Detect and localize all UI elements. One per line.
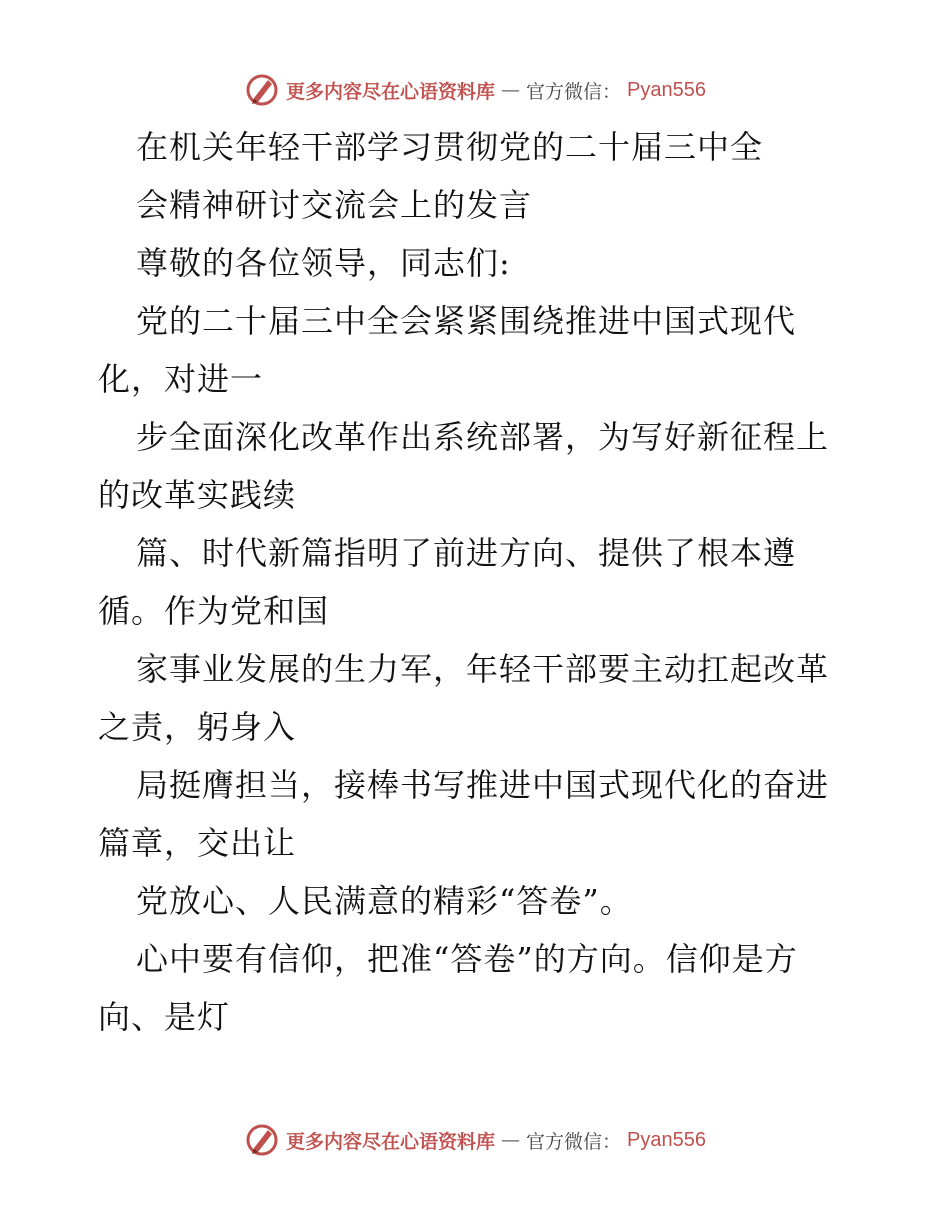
banner-text: 更多内容尽在心语资料库 xyxy=(286,80,496,103)
wechat-label: 官方微信： xyxy=(526,1130,622,1153)
header-banner xyxy=(0,70,950,110)
banner-text: 更多内容尽在心语资料库 xyxy=(286,1130,496,1153)
document-line: 的改革实践续 xyxy=(98,476,297,514)
pen-circle-logo-icon xyxy=(244,1122,280,1158)
document-line: 步全面深化改革作出系统部署，为写好新征程上 xyxy=(136,418,830,456)
document-line: 篇章，交出让 xyxy=(98,824,297,862)
document-line: 循。作为党和国 xyxy=(98,592,330,630)
document-line: 会精神研讨交流会上的发言 xyxy=(136,186,533,224)
document-body xyxy=(98,118,858,1046)
document-line: 之责，躬身入 xyxy=(98,708,297,746)
document-line: 向、是灯 xyxy=(98,998,231,1036)
document-line: 篇、时代新篇指明了前进方向、提供了根本遵 xyxy=(136,534,797,572)
wechat-label: 官方微信： xyxy=(526,80,622,103)
document-line: 在机关年轻干部学习贯彻党的二十届三中全 xyxy=(136,128,764,166)
document-line: 尊敬的各位领导，同志们: xyxy=(136,244,511,282)
footer-banner xyxy=(0,1120,950,1160)
pen-circle-logo-icon xyxy=(244,72,280,108)
document-line: 局挺膺担当，接棒书写推进中国式现代化的奋进 xyxy=(136,766,830,804)
document-line: 家事业发展的生力军，年轻干部要主动扛起改革 xyxy=(136,650,830,688)
document-line: 化，对进一 xyxy=(98,360,264,398)
document-line: 党的二十届三中全会紧紧围绕推进中国式现代 xyxy=(136,302,797,340)
banner-separator: — xyxy=(501,1129,521,1151)
document-line: 心中要有信仰，把准“答卷”的方向。信仰是方 xyxy=(136,940,798,978)
banner-separator: — xyxy=(501,79,521,101)
wechat-id: Pyan556 xyxy=(627,78,706,101)
document-line: 党放心、人民满意的精彩“答卷”。 xyxy=(136,882,633,920)
wechat-id: Pyan556 xyxy=(627,1128,706,1151)
